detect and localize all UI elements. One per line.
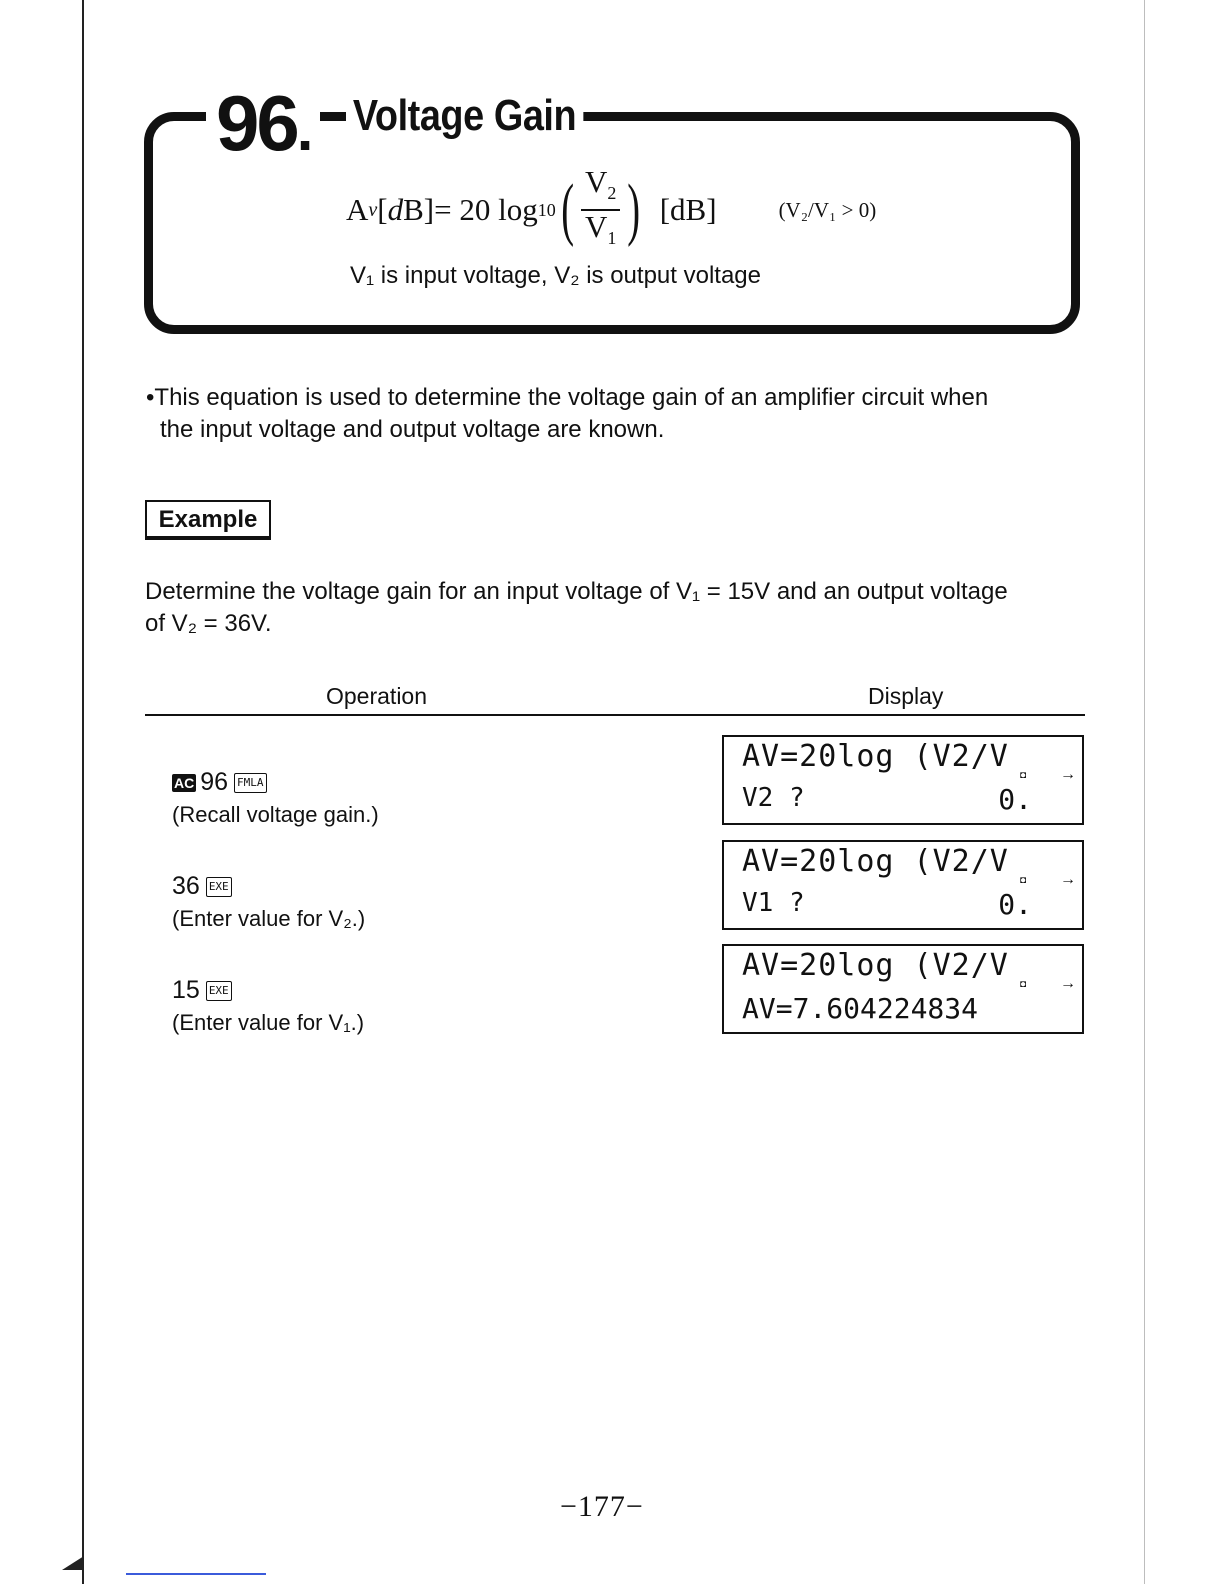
ac-key-icon: AC <box>174 774 195 791</box>
formula-unit-var: d <box>387 192 404 227</box>
formula-equals: = 20 log <box>434 192 538 227</box>
lcd-3-line-2: AV=7.604224834 <box>742 992 979 1025</box>
formula-lhs: A <box>346 192 369 227</box>
fraction-denominator <box>585 211 616 254</box>
section-number <box>206 79 320 169</box>
step-3-input: 15 <box>172 976 200 1004</box>
exe-key-icon: EXE <box>206 981 232 1001</box>
lcd-display-3 <box>722 944 1084 1034</box>
numerator-v: V <box>585 163 608 199</box>
fraction-numerator <box>581 163 620 211</box>
lcd-2-indicator-icon: ◘ <box>1019 875 1026 886</box>
formula-definition: V₁ is input voltage, V₂ is output voltage <box>350 262 761 289</box>
step-1-note: (Recall voltage gain.) <box>172 802 379 827</box>
display-column-header: Display <box>868 683 944 709</box>
step-2-input: 36 <box>172 872 200 900</box>
example-line-1: Determine the voltage gain for an input voltage of V₁ = 15V and an output voltage <box>145 578 1008 605</box>
formula-lhs-sub: v <box>368 198 378 221</box>
description <box>146 382 1096 446</box>
exe-key-icon: EXE <box>206 877 232 897</box>
bottom-underline-mark <box>126 1573 266 1575</box>
description-line-1: •This equation is used to determine the voltage gain of an amplifier circuit when <box>146 384 989 411</box>
operation-column-header: Operation <box>326 683 428 709</box>
lcd-1-line-2: V2 ? <box>742 783 805 813</box>
section-number-dot: . <box>296 96 311 163</box>
step-3-note: (Enter value for V₁.) <box>172 1010 365 1035</box>
lcd-1-indicator-icon: ◘ <box>1019 770 1026 781</box>
formula-unit-right: [dB] <box>659 192 717 227</box>
lcd-1-arrow-icon: → <box>1060 766 1076 783</box>
page-right-edge <box>1144 0 1145 1584</box>
lcd-2-line-2: V1 ? <box>742 888 805 918</box>
step-1-input: 96 <box>200 768 229 796</box>
formula-unit-b: B] <box>403 192 435 227</box>
binding-corner-mark <box>62 1556 84 1570</box>
example-problem <box>145 576 1095 640</box>
operation-step-1 <box>172 768 267 797</box>
voltage-gain-formula <box>346 163 877 250</box>
numerator-sub: 2 <box>607 183 617 203</box>
lcd-3-line-1: AV=20log (V2/V <box>742 948 1009 983</box>
formula-paren-open: ( <box>560 171 574 248</box>
lcd-display-2 <box>722 840 1084 930</box>
lcd-display-1 <box>722 735 1084 825</box>
formula-log-base: 10 <box>537 199 556 220</box>
formula-paren-close: ) <box>627 171 641 248</box>
lcd-2-value: 0. <box>998 888 1032 921</box>
operation-step-3 <box>172 976 232 1005</box>
step-2-note: (Enter value for V₂.) <box>172 906 366 931</box>
section-title: Voltage Gain <box>346 90 583 142</box>
binding-edge-line <box>82 0 84 1584</box>
lcd-3-indicator-icon: ◘ <box>1019 979 1026 990</box>
page-number: −177− <box>560 1490 644 1523</box>
formula-condition: (V₂/V₁ > 0) <box>778 197 877 222</box>
lcd-2-line-1: AV=20log (V2/V <box>742 844 1009 879</box>
lcd-3-arrow-icon: → <box>1060 975 1076 992</box>
example-line-2: of V₂ = 36V. <box>145 610 272 637</box>
denominator-sub: 1 <box>607 228 617 249</box>
formula-unit-open: [ <box>377 192 388 227</box>
lcd-2-arrow-icon: → <box>1060 871 1076 888</box>
section-number-value: 96 <box>216 79 297 167</box>
lcd-1-line-1: AV=20log (V2/V <box>742 739 1009 774</box>
operation-step-2 <box>172 872 232 901</box>
formula-fraction <box>581 163 620 254</box>
denominator-v: V <box>585 209 608 244</box>
table-header-rule <box>145 714 1085 716</box>
description-line-2: the input voltage and output voltage are known. <box>160 416 665 443</box>
fmla-key-icon: FMLA <box>234 773 267 793</box>
lcd-1-value: 0. <box>998 783 1032 816</box>
example-label: Example <box>145 500 271 540</box>
